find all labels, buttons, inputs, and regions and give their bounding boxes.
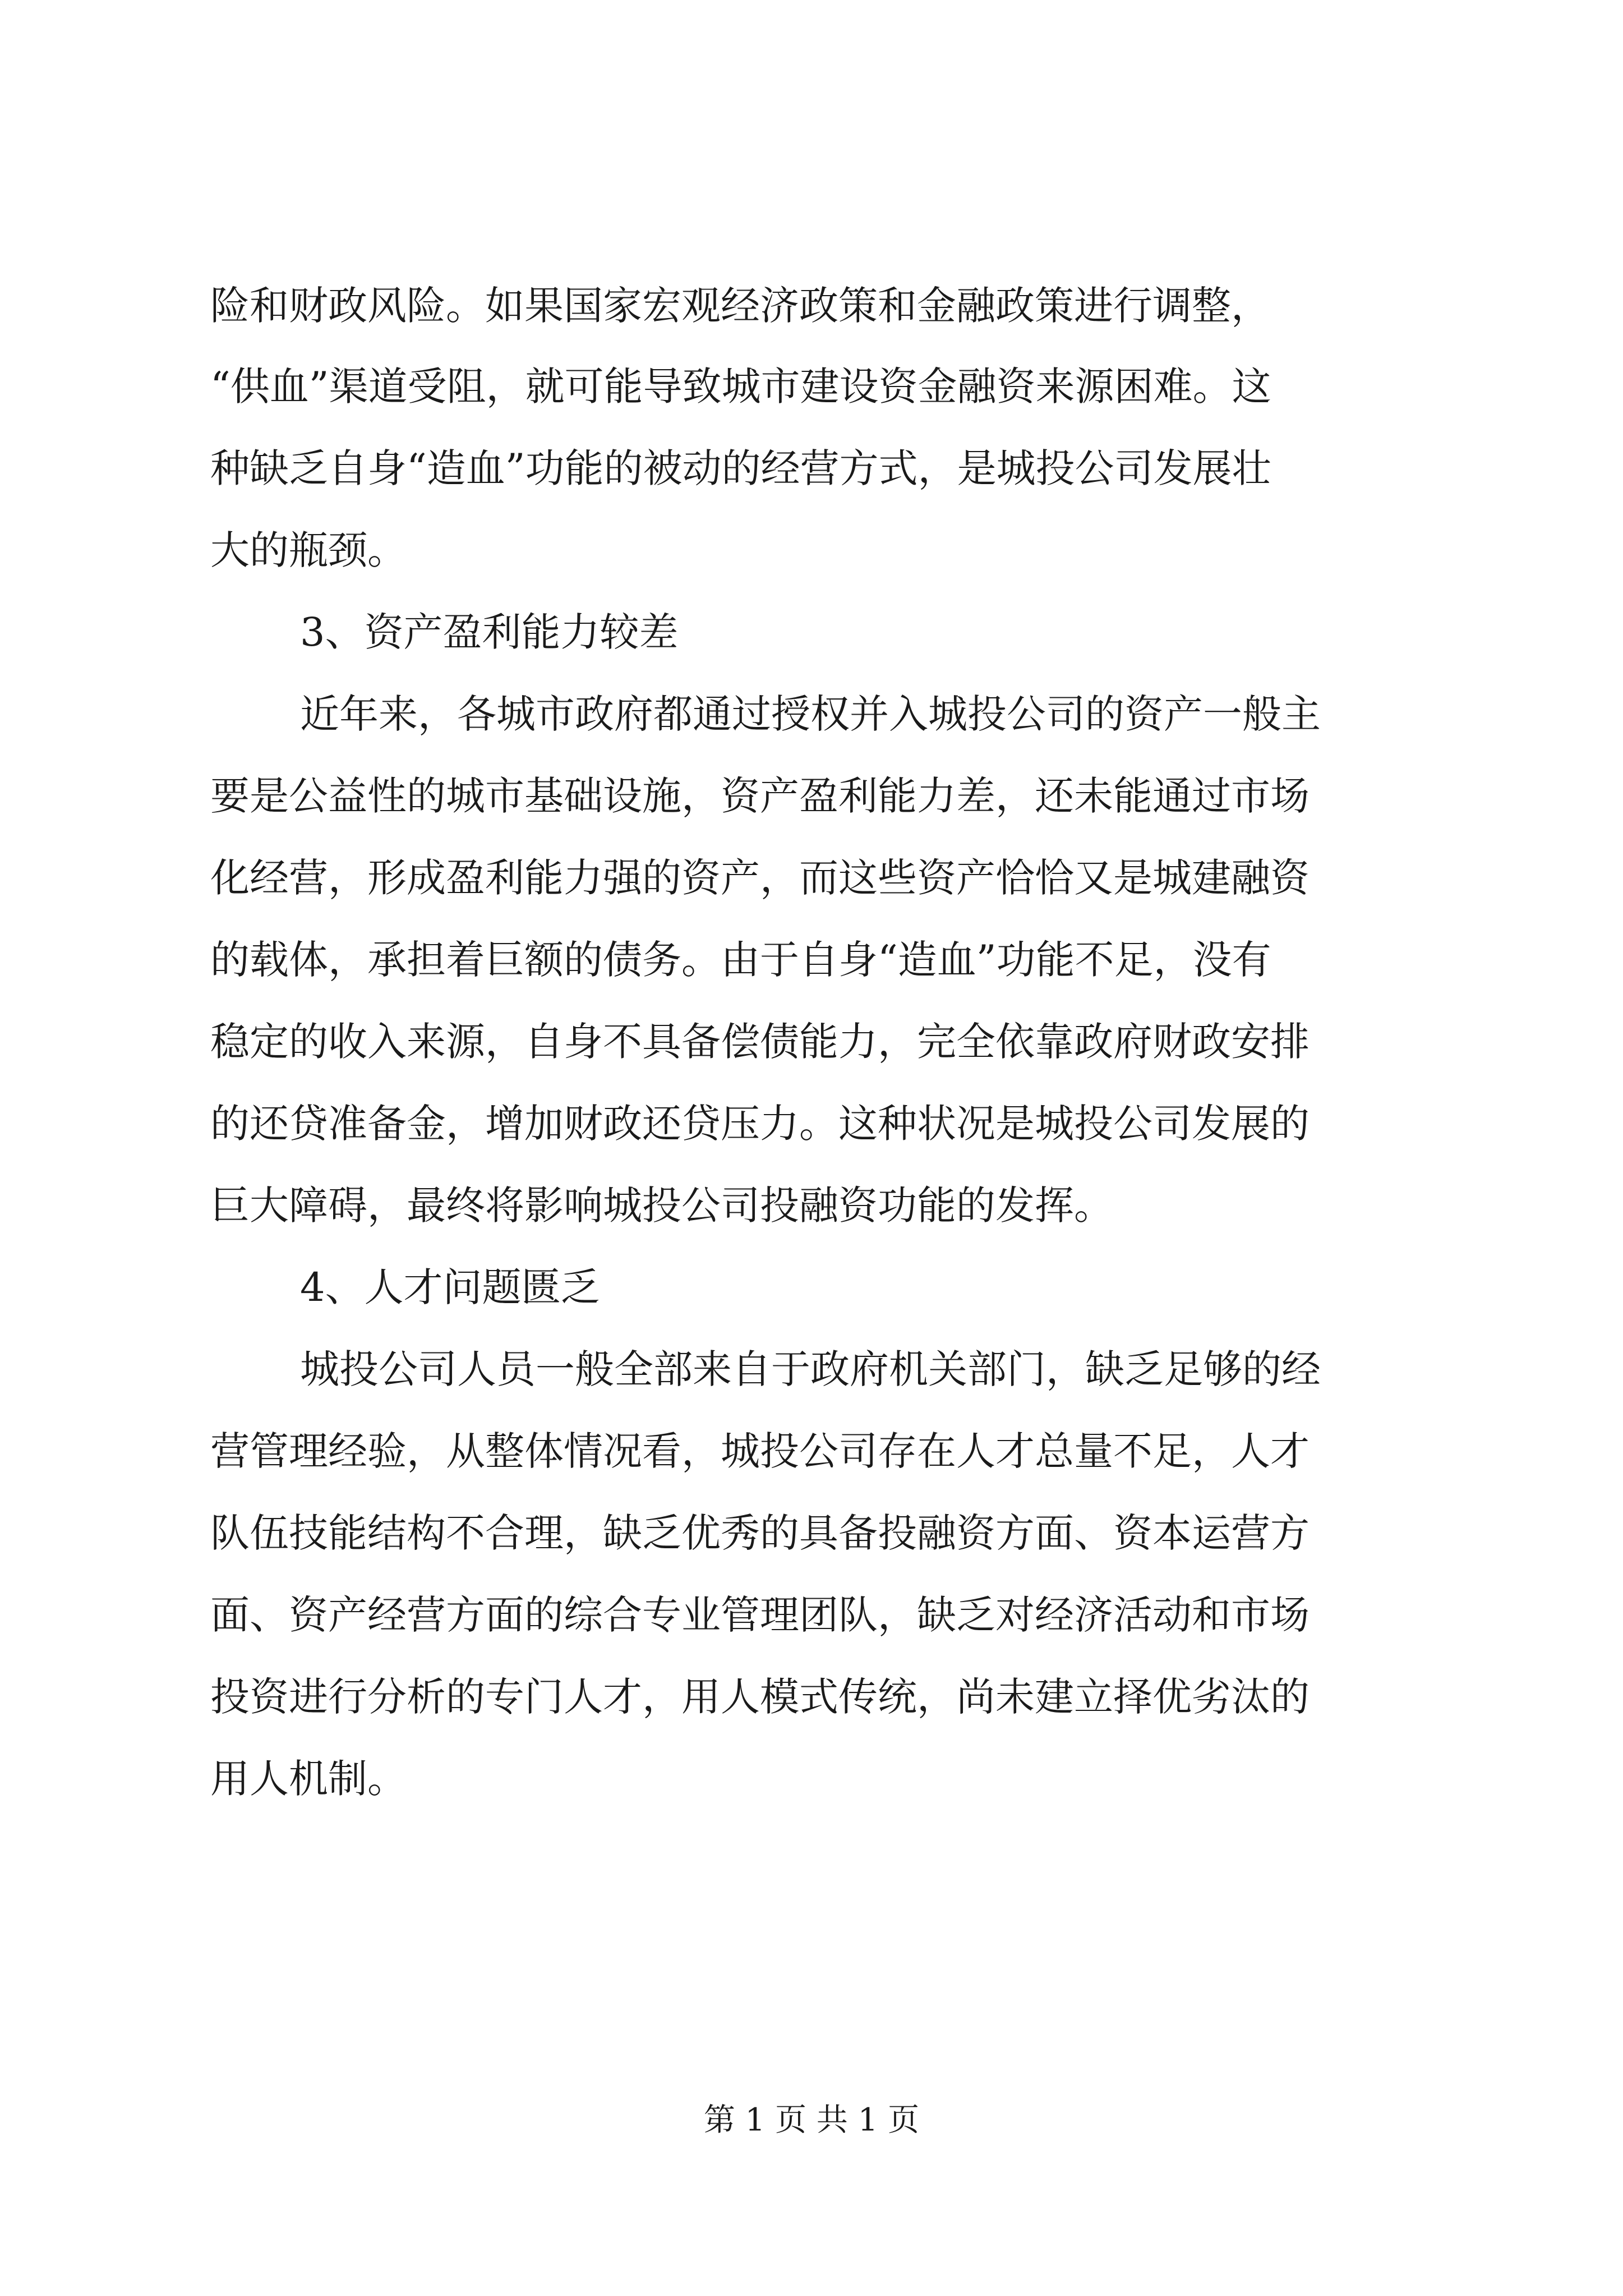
text-line: 营管理经验，从整体情况看，城投公司存在人才总量不足，人才 <box>210 1428 1310 1474</box>
text-line: 队伍技能结构不合理，缺乏优秀的具备投融资方面、资本运营方 <box>210 1510 1310 1556</box>
page-footer <box>0 2101 1623 2140</box>
text-line: 投资进行分析的专门人才，用人模式传统，尚未建立择优劣汰的 <box>210 1674 1310 1720</box>
document-body <box>210 264 1433 1820</box>
section-heading: 3、资产盈利能力较差 <box>300 609 679 655</box>
text-line: 城投公司人员一般全部来自于政府机关部门，缺乏足够的经 <box>300 1346 1321 1392</box>
text-line: 要是公益性的城市基础设施，资产盈利能力差，还未能通过市场 <box>210 773 1310 819</box>
text-line: 的载体，承担着巨额的债务。由于自身“造血”功能不足，没有 <box>210 937 1271 983</box>
text-line: 大的瓶颈。 <box>210 527 407 573</box>
text-line: 近年来，各城市政府都通过授权并入城投公司的资产一般主 <box>300 691 1321 737</box>
text-line: 巨大障碍，最终将影响城投公司投融资功能的发挥。 <box>210 1182 1113 1228</box>
text-line: 面、资产经营方面的综合专业管理团队，缺乏对经济活动和市场 <box>210 1592 1310 1638</box>
text-line: 种缺乏自身“造血”功能的被动的经营方式，是城投公司发展壮 <box>210 445 1271 491</box>
section-heading: 4、人才问题匮乏 <box>300 1264 600 1310</box>
page-number-label: 第 1 页 共 1 页 <box>703 2102 920 2138</box>
text-line: 用人机制。 <box>210 1756 407 1802</box>
text-line: 化经营，形成盈利能力强的资产，而这些资产恰恰又是城建融资 <box>210 855 1310 901</box>
text-line: 险和财政风险。如果国家宏观经济政策和金融政策进行调整， <box>210 283 1270 329</box>
text-line: “供血”渠道受阻，就可能导致城市建设资金融资来源困难。这 <box>210 364 1271 409</box>
text-line: 稳定的收入来源，自身不具备偿债能力，完全依靠政府财政安排 <box>210 1019 1310 1065</box>
text-line: 的还贷准备金，增加财政还贷压力。这种状况是城投公司发展的 <box>210 1101 1310 1147</box>
